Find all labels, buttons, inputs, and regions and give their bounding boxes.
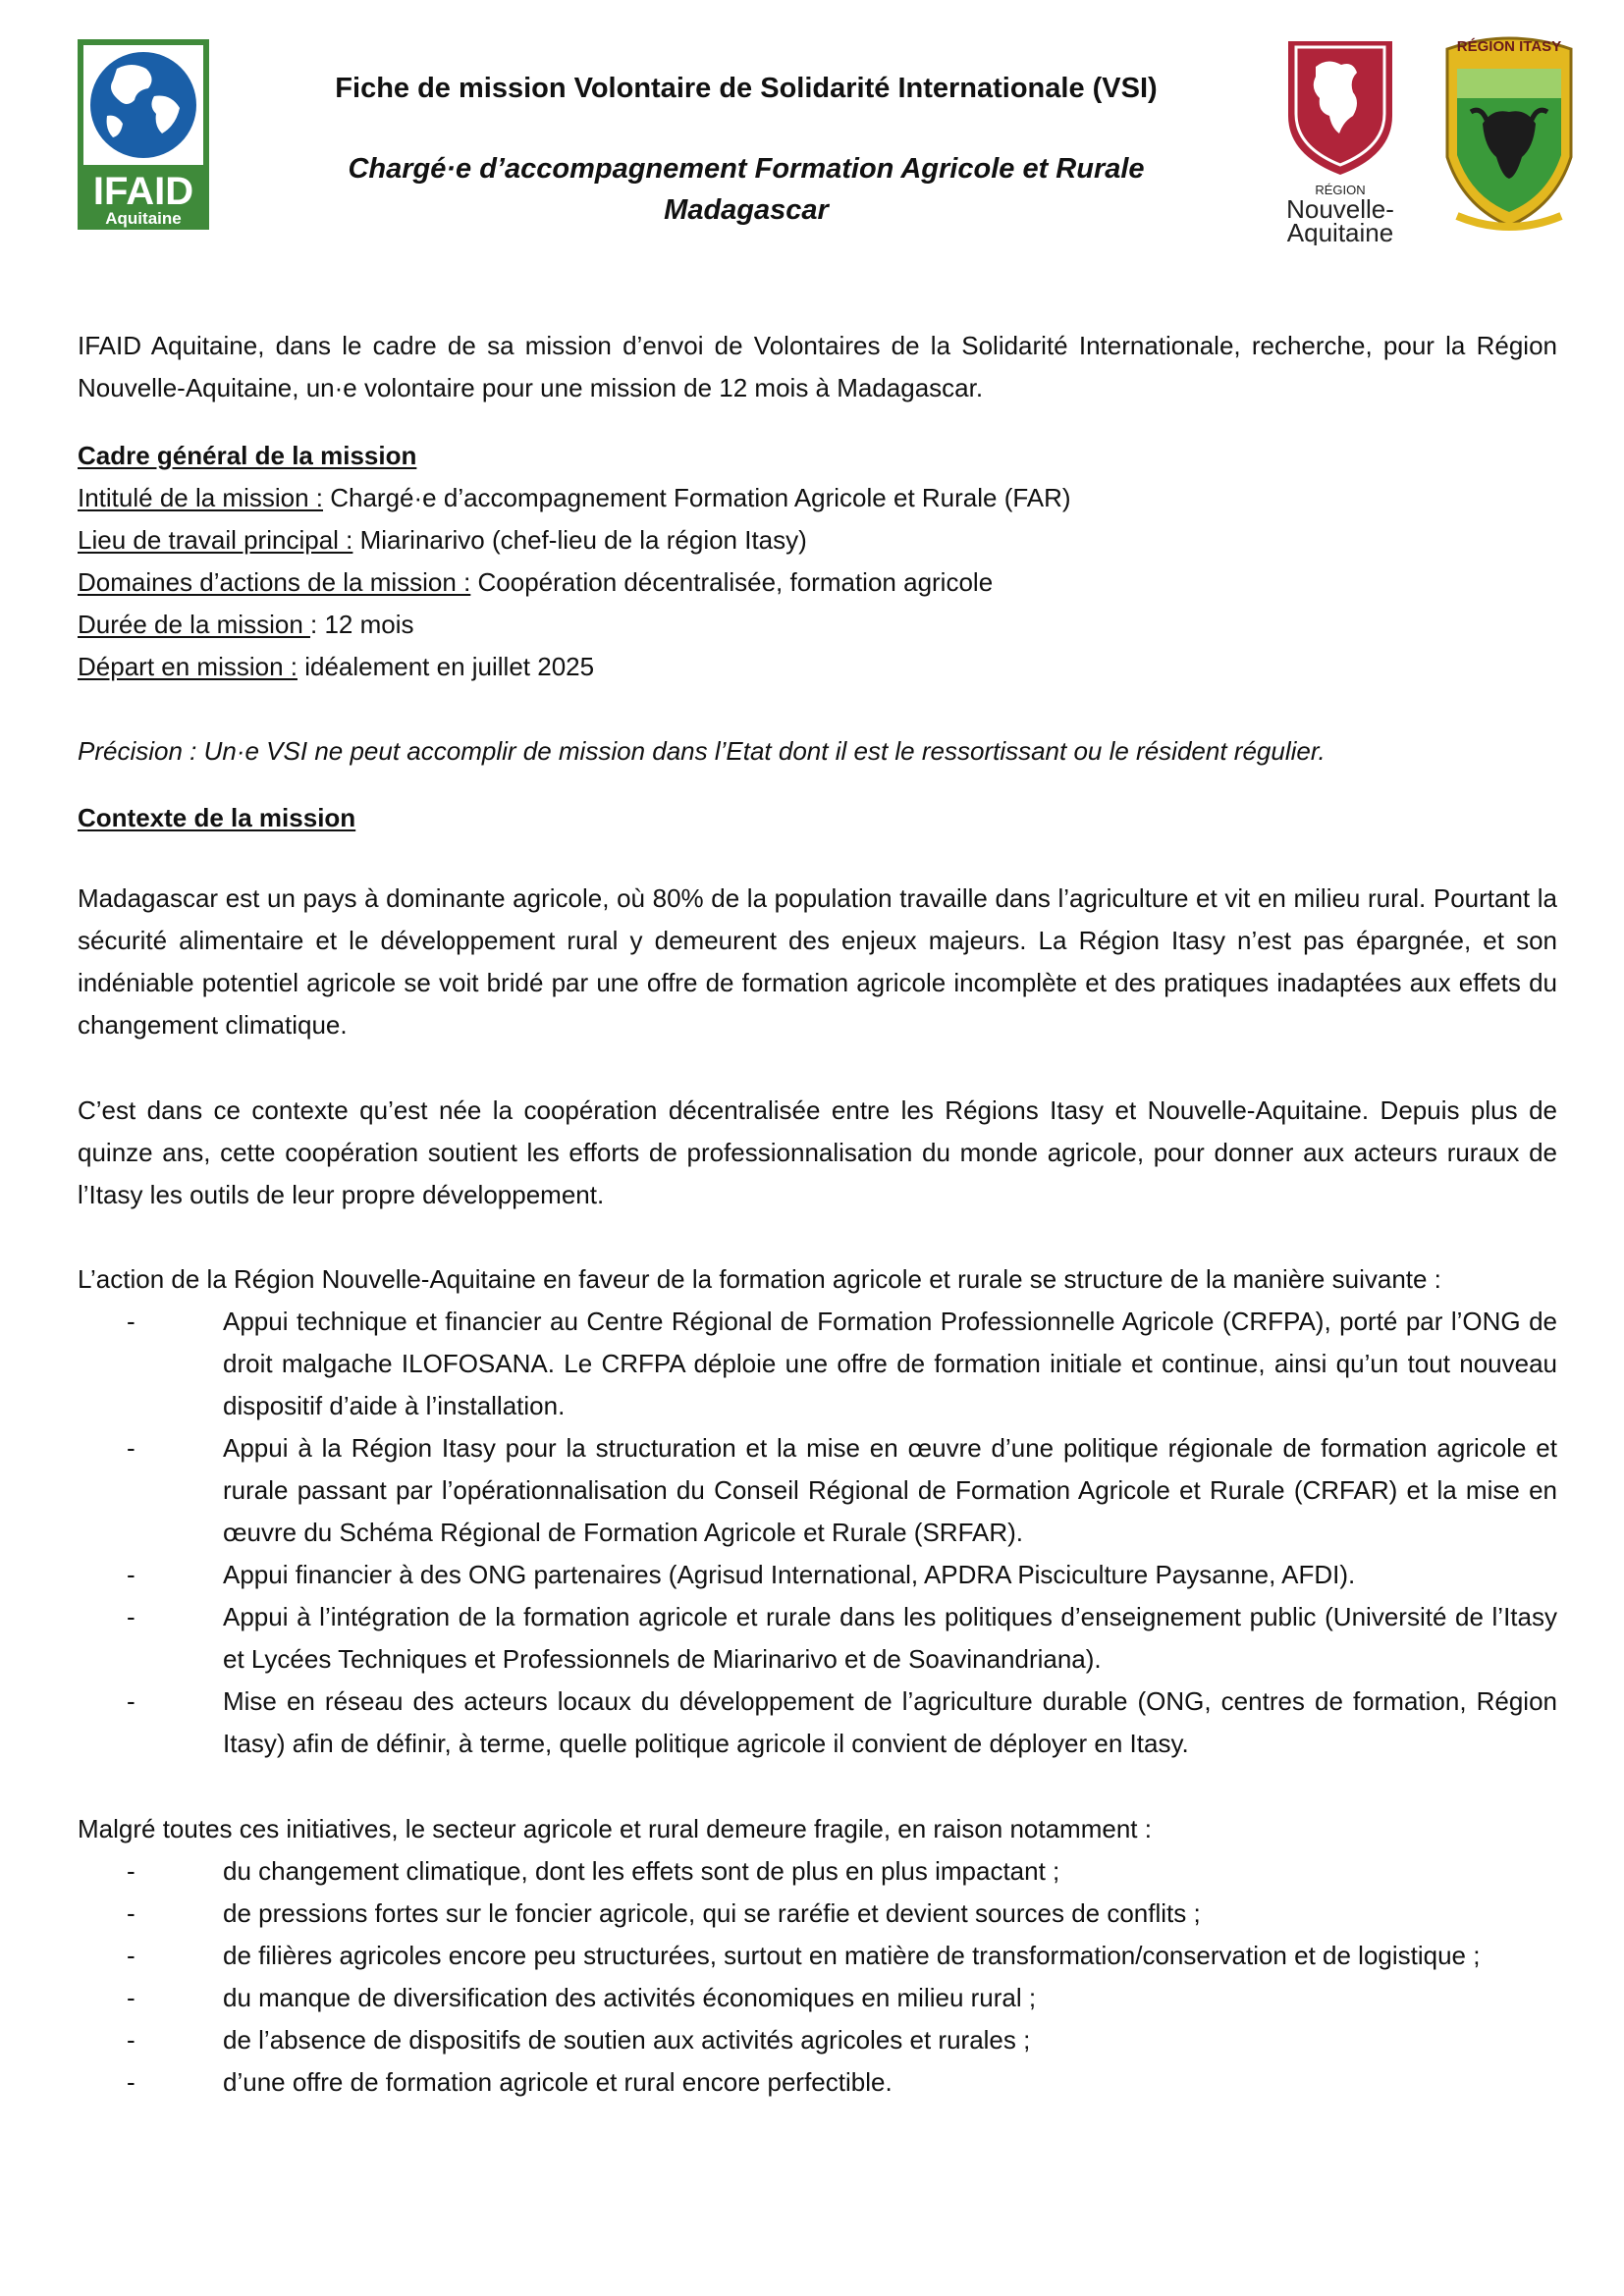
na-logo-line2: Nouvelle- [1286, 194, 1394, 224]
cadre-row-label: Durée de la mission [78, 610, 310, 639]
list-item-text: du manque de diversification des activités économiques en milieu rural ; [223, 1983, 1037, 2012]
list-item [78, 2019, 1557, 2061]
cadre-row-label: Intitulé de la mission : [78, 483, 324, 512]
cadre-row-depart [78, 646, 1557, 688]
list-item [78, 1681, 1557, 1765]
list-item [78, 1301, 1557, 1427]
nouvelle-aquitaine-logo [1259, 37, 1422, 245]
cadre-row-lieu [78, 519, 1557, 561]
list-dash: - [127, 2025, 135, 2055]
list-dash: - [127, 1602, 135, 1631]
na-logo-line1: RÉGION [1315, 183, 1366, 197]
contexte-paragraph-1: Madagascar est un pays à dominante agricole, où 80% de la population travaille dans l’agriculture et vit en milieu rural. Pourtant la sécurité alimentaire et le développement rural y demeurent des enjeux majeurs. La Région Itasy n’est pas épargnée, et son indéniable potentiel agricole se voit bridé par une offre de formation agricole incomplète et des pratiques inadaptées aux effets du changement climatique. [78, 883, 1557, 1040]
list-dash: - [127, 1686, 135, 1716]
intro-paragraph: IFAID Aquitaine, dans le cadre de sa mission d’envoi de Volontaires de la Solidarité Internationale, recherche, pour la Région Nouvelle-Aquitaine, un·e volontaire pour une mission de 12 mois à Madagascar. [78, 331, 1557, 402]
list-item-text: de l’absence de dispositifs de soutien aux activités agricoles et rurales ; [223, 2025, 1031, 2055]
cadre-row-label: Départ en mission : [78, 652, 298, 681]
list-item [78, 2061, 1557, 2104]
list-item [78, 1554, 1557, 1596]
list-item-text: Appui financier à des ONG partenaires (Agrisud International, APDRA Pisciculture Paysanne, AFDI). [223, 1560, 1356, 1589]
cadre-heading-text: Cadre général de la mission [78, 441, 417, 470]
ifaid-logo-line1: IFAID [92, 170, 194, 213]
list-item [78, 1850, 1557, 1893]
contexte-paragraph-2: C’est dans ce contexte qu’est née la coopération décentralisée entre les Régions Itasy et Nouvelle-Aquitaine. Depuis plus de quinze ans, cette coopération soutient les efforts de professionnalisation du monde agricole, pour donner aux acteurs ruraux de l’Itasy les outils de leur propre développement. [78, 1095, 1557, 1209]
cadre-row-intitule [78, 477, 1557, 519]
cadre-row-label: Lieu de travail principal : [78, 525, 353, 555]
list-item-text: Appui à l’intégration de la formation agricole et rurale dans les politiques d’enseignement public (Université de l’Itasy et Lycées Techniques et Professionnels de Miarinarivo et de Soavinandriana). [223, 1602, 1557, 1674]
list-item-text: Appui à la Région Itasy pour la structuration et la mise en œuvre d’une politique régionale de formation agricole et rurale passant par l’opérationnalisation du Conseil Régional de Formation Agricole et Rurale (CRFAR) et la mise en œuvre du Schéma Régional de Formation Agricole et Rurale (SRFAR). [223, 1433, 1557, 1547]
document-title: Fiche de mission Volontaire de Solidarité Internationale (VSI) [335, 73, 1158, 104]
actions-list [78, 1301, 1557, 1765]
list-dash: - [127, 1307, 135, 1336]
mission-title: Chargé·e d’accompagnement Formation Agricole et Rurale [348, 153, 1145, 185]
cadre-row-duree [78, 604, 1557, 646]
cadre-row-value: idéalement en juillet 2025 [297, 652, 595, 681]
cadre-row-domaines [78, 561, 1557, 604]
list-dash: - [127, 1560, 135, 1589]
cadre-row-value: Chargé·e d’accompagnement Formation Agricole et Rurale (FAR) [323, 483, 1071, 512]
list-item-text: du changement climatique, dont les effets sont de plus en plus impactant ; [223, 1856, 1060, 1886]
list-item-text: Mise en réseau des acteurs locaux du développement de l’agriculture durable (ONG, centres de formation, Région Itasy) afin de définir, à terme, quelle politique agricole il convient de déployer en Itasy. [223, 1686, 1557, 1758]
cadre-row-label: Domaines d’actions de la mission : [78, 567, 471, 597]
ifaid-logo [78, 39, 209, 230]
fragilites-list [78, 1850, 1557, 2104]
contexte-heading-text: Contexte de la mission [78, 803, 356, 832]
list-dash: - [127, 1433, 135, 1463]
list-item [78, 1977, 1557, 2019]
list-item-text: de filières agricoles encore peu structurées, surtout en matière de transformation/conservation et de logistique ; [223, 1941, 1481, 1970]
itasy-logo-banner: RÉGION ITASY [1456, 38, 1562, 55]
list-dash: - [127, 1898, 135, 1928]
cadre-row-value: Miarinarivo (chef-lieu de la région Itasy) [352, 525, 807, 555]
list-dash: - [127, 2067, 135, 2097]
list-item [78, 1427, 1557, 1554]
contexte-paragraph-3: L’action de la Région Nouvelle-Aquitaine en faveur de la formation agricole et rurale se structure de la manière suivante : [78, 1264, 1441, 1294]
list-item [78, 1935, 1557, 1977]
list-item [78, 1596, 1557, 1681]
cadre-row-value: : 12 mois [310, 610, 414, 639]
region-itasy-logo [1437, 29, 1581, 238]
list-dash: - [127, 1983, 135, 2012]
list-item-text: d’une offre de formation agricole et rural encore perfectible. [223, 2067, 893, 2097]
na-logo-line3: Aquitaine [1286, 218, 1394, 245]
mission-country: Madagascar [664, 194, 829, 226]
ifaid-logo-line2: Aquitaine [105, 209, 182, 228]
section-heading-contexte [78, 797, 1557, 839]
precision-note: Précision : Un·e VSI ne peut accomplir de mission dans l’Etat dont il est le ressortissant ou le résident régulier. [78, 736, 1326, 766]
list-item [78, 1893, 1557, 1935]
section-heading-cadre [78, 435, 1557, 477]
list-item-text: de pressions fortes sur le foncier agricole, qui se raréfie et devient sources de conflits ; [223, 1898, 1201, 1928]
cadre-row-value: Coopération décentralisée, formation agricole [470, 567, 994, 597]
list-dash: - [127, 1941, 135, 1970]
list-item-text: Appui technique et financier au Centre Régional de Formation Professionnelle Agricole (CRFPA), porté par l’ONG de droit malgache ILOFOSANA. Le CRFPA déploie une offre de formation initiale et continue, ainsi qu’un tout nouveau dispositif d’aide à l’installation. [223, 1307, 1557, 1420]
contexte-paragraph-4: Malgré toutes ces initiatives, le secteur agricole et rural demeure fragile, en raison notamment : [78, 1814, 1152, 1843]
list-dash: - [127, 1856, 135, 1886]
